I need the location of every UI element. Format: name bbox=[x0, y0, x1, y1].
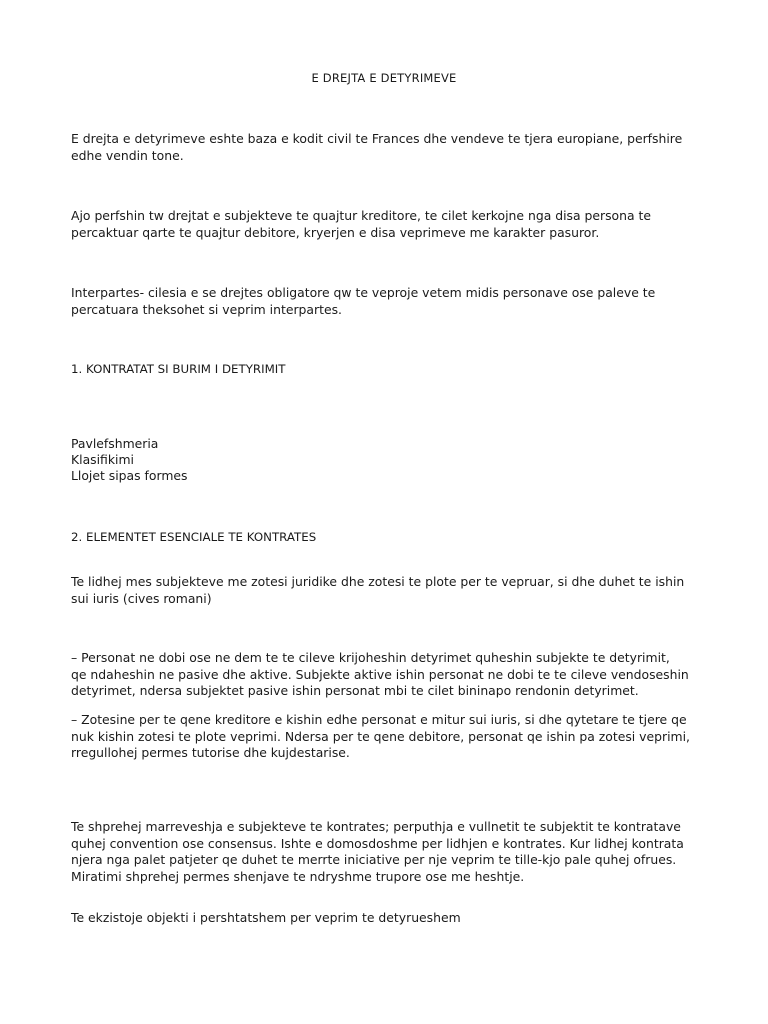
section-heading-2: 2. ELEMENTET ESENCIALE TE KONTRATES bbox=[71, 530, 317, 544]
list-item: Klasifikimi bbox=[71, 452, 134, 467]
section1-list bbox=[71, 436, 188, 484]
paragraph-capacity: Te lidhej mes subjekteve me zotesi juridike dhe zotesi te plote per te vepruar, si dhe duhet te ishin sui iuris (cives romani) bbox=[71, 574, 685, 606]
paragraph-creditors: – Zotesine per te qene kreditore e kishin edhe personat e mitur sui iuris, si dhe qytetare te tjere qe nuk kishin zotesi te plote veprimi. Ndersa per te qene debitore, personat qe ishin pa zotesi veprimi, rregullohej permes tutorise dhe kujdestarise. bbox=[71, 712, 690, 760]
paragraph-object: Te ekzistoje objekti i pershtatshem per veprim te detyrueshem bbox=[71, 910, 461, 925]
paragraph-interpartes: Interpartes- cilesia e se drejtes obligatore qw te veproje vetem midis personave ose paleve te percatuara theksohet si veprim interpartes. bbox=[71, 285, 656, 317]
paragraph-scope: Ajo perfshin tw drejtat e subjekteve te quajtur kreditore, te cilet kerkojne nga disa persona te percaktuar qarte te quajtur debitore, kryerjen e disa veprimeve me karakter pasuror. bbox=[71, 208, 652, 240]
paragraph-agreement: Te shprehej marreveshja e subjekteve te kontrates; perputhja e vullnetit te subjektit te kontratave quhej convention ose consensus. Ishte e domosdoshme per lidhjen e kontrates. Kur lidhej kontrata njera nga palet patjeter qe duhet te merrte iniciative per nje veprim te tille-kjo pale quhej ofrues. Miratimi shprehej permes shenjave te ndryshme trupore ose me heshtje. bbox=[71, 819, 684, 884]
list-item: Llojet sipas formes bbox=[71, 468, 188, 483]
list-item: Pavlefshmeria bbox=[71, 436, 159, 451]
section-heading-1: 1. KONTRATAT SI BURIM I DETYRIMIT bbox=[71, 362, 286, 376]
paragraph-intro: E drejta e detyrimeve eshte baza e kodit civil te Frances dhe vendeve te tjera europiane, perfshire edhe vendin tone. bbox=[71, 131, 683, 163]
paragraph-subjects: – Personat ne dobi ose ne dem te te cileve krijoheshin detyrimet quheshin subjekte te detyrimit, qe ndaheshin ne pasive dhe aktive. Subjekte aktive ishin personat ne dobi te te cileve vendoseshin detyrimet, ndersa subjektet pasive ishin personat mbi te cilet bininapo rendonin detyrimet. bbox=[71, 650, 689, 698]
document-title: E DREJTA E DETYRIMEVE bbox=[311, 71, 457, 85]
